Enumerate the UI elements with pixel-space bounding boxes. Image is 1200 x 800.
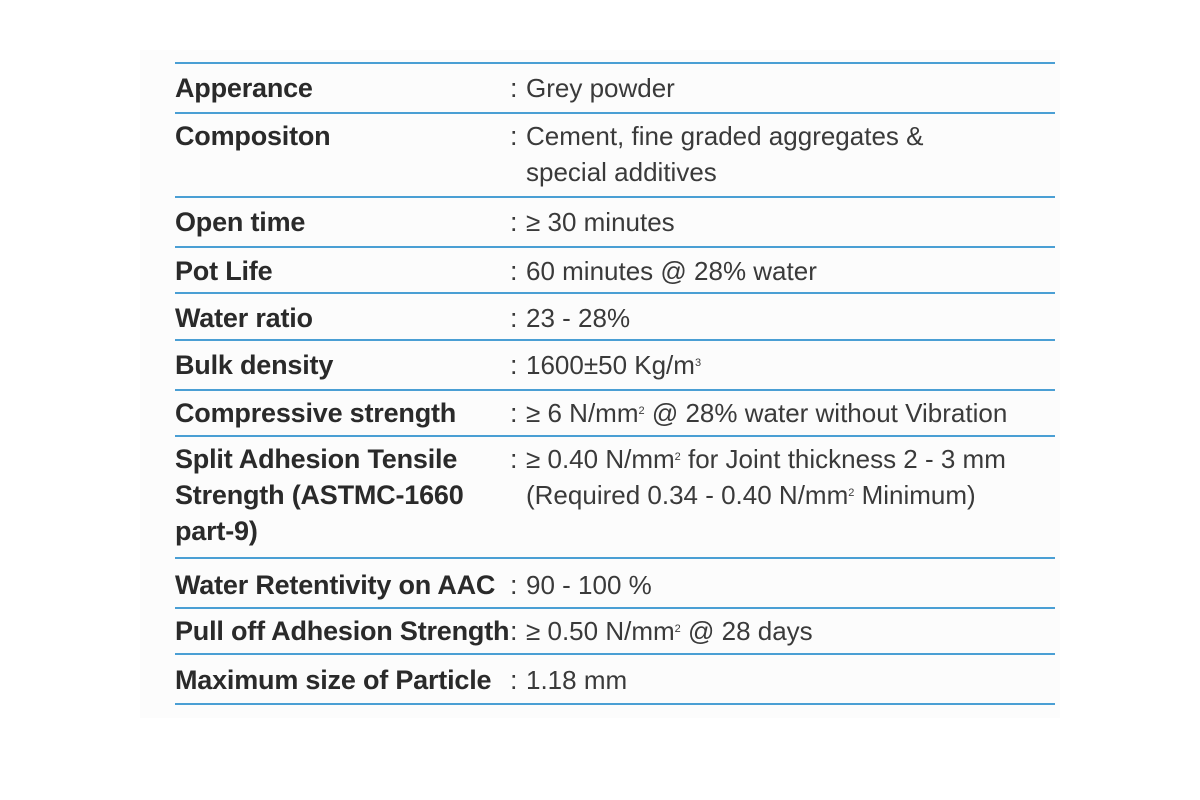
row-label: Water ratio	[175, 303, 313, 333]
row-label: Water Retentivity on AAC	[175, 570, 496, 600]
row-value	[526, 613, 1055, 649]
row-separator: :	[510, 256, 518, 286]
row-separator: :	[510, 398, 518, 428]
table-row	[175, 391, 1055, 437]
value-superscript: 2	[848, 487, 855, 499]
row-label: Pull off Adhesion Strength	[175, 616, 510, 646]
row-value	[526, 347, 1055, 383]
row-label: Compressive strength	[175, 398, 457, 428]
value-text: Minimum)	[854, 480, 976, 510]
value-text: @ 28% water without Vibration	[644, 398, 1008, 428]
row-separator: :	[510, 121, 518, 151]
table-row	[175, 248, 1055, 294]
table-row	[175, 64, 1055, 114]
table-row	[175, 437, 1055, 559]
row-value: 1.18 mm	[526, 665, 628, 695]
row-value: 23 - 28%	[526, 303, 631, 333]
value-text: @ 28 days	[680, 616, 813, 646]
row-separator: :	[510, 444, 518, 474]
value-superscript: 2	[674, 451, 681, 463]
row-value: Grey powder	[526, 73, 675, 103]
table-row	[175, 294, 1055, 341]
row-label: Open time	[175, 207, 306, 237]
value-text: ≥ 0.50 N/mm	[526, 616, 675, 646]
row-separator: :	[510, 207, 518, 237]
row-value: 90 - 100 %	[526, 570, 652, 600]
row-separator: :	[510, 350, 518, 380]
value-superscript: 2	[674, 623, 681, 635]
row-label: Maximum size of Particle	[175, 665, 492, 695]
table-row	[175, 609, 1055, 655]
value-text: (Required 0.34 - 0.40 N/mm	[526, 480, 849, 510]
row-value: Cement, fine graded aggregates & special additives	[526, 121, 924, 187]
row-separator: :	[510, 665, 518, 695]
row-value: 60 minutes @ 28% water	[526, 256, 817, 286]
row-separator: :	[510, 73, 518, 103]
row-label: Split Adhesion Tensile Strength (ASTMC-1660 part-9)	[175, 444, 464, 546]
table-row	[175, 198, 1055, 248]
row-label: Apperance	[175, 73, 313, 103]
row-label: Bulk density	[175, 350, 334, 380]
value-text: ≥ 6 N/mm	[526, 398, 639, 428]
row-separator: :	[510, 616, 518, 646]
row-value	[526, 441, 1055, 513]
value-text: ≥ 0.40 N/mm	[526, 444, 675, 474]
spec-table	[175, 62, 1055, 705]
table-row	[175, 341, 1055, 391]
table-row	[175, 114, 1055, 198]
row-separator: :	[510, 303, 518, 333]
row-separator: :	[510, 570, 518, 600]
value-superscript: 3	[694, 357, 702, 369]
row-value	[526, 395, 1055, 431]
row-label: Pot Life	[175, 256, 273, 286]
row-label: Compositon	[175, 121, 331, 151]
table-row	[175, 559, 1055, 609]
value-text: 1600±50 Kg/m	[526, 350, 695, 380]
table-row	[175, 655, 1055, 705]
row-value: ≥ 30 minutes	[526, 207, 675, 237]
value-text: for Joint thickness 2 - 3 mm	[680, 444, 1006, 474]
value-superscript: 2	[638, 405, 645, 417]
